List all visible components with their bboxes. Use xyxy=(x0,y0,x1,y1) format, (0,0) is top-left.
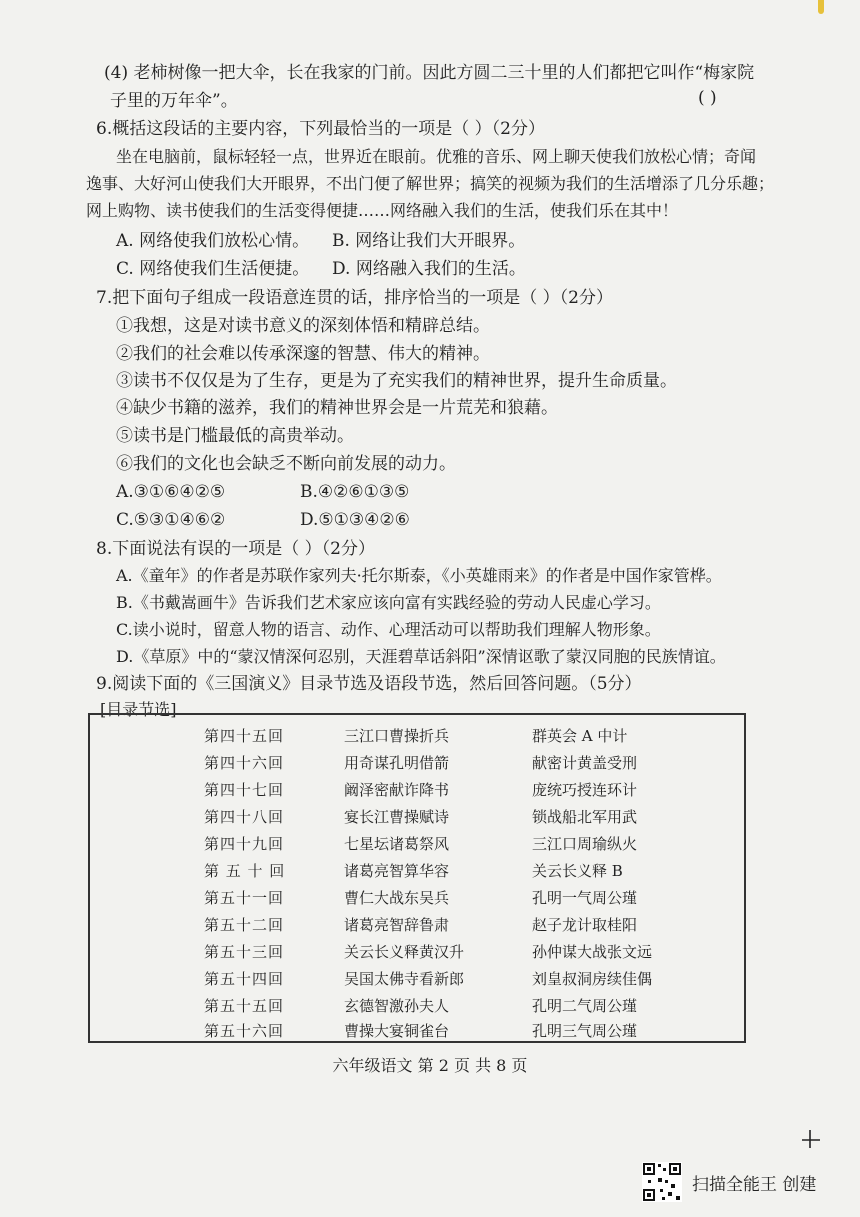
toc-title-second: 三江口周瑜纵火 xyxy=(532,835,638,853)
toc-title-first: 曹仁大战东吴兵 xyxy=(344,889,450,907)
toc-title-first: 宴长江曹操赋诗 xyxy=(344,808,450,826)
toc-row xyxy=(90,941,748,971)
toc-row xyxy=(90,806,748,836)
q6-passage-line: 网上购物、读书使我们的生活变得便捷……网络融入我们的生活，使我们乐在其中！ xyxy=(86,201,679,220)
toc-chapter-number: 第 五 十 回 xyxy=(204,862,286,880)
toc-row xyxy=(90,968,748,998)
toc-title-first: 吴国太佛寺看新郎 xyxy=(344,970,465,988)
page-footer: 六年级语文 第 2 页 共 8 页 xyxy=(332,1056,528,1075)
q6-option-a: A. 网络使我们放松心情。 xyxy=(116,231,310,251)
toc-row xyxy=(90,1020,748,1050)
toc-chapter-number: 第五十一回 xyxy=(204,889,285,907)
toc-title-second: 孔明三气周公瑾 xyxy=(532,1022,638,1040)
toc-row xyxy=(90,914,748,944)
toc-title-second: 刘皇叔洞房续佳偶 xyxy=(532,970,653,988)
toc-title-first: 用奇谋孔明借箭 xyxy=(344,754,450,772)
q7-sentence: ⑤读书是门槛最低的高贵举动。 xyxy=(116,426,354,446)
toc-title-second: 孔明二气周公瑾 xyxy=(532,997,638,1015)
q9-question: 9.阅读下面的《三国演义》目录节选及语段节选，然后回答问题。（5分） xyxy=(96,674,642,694)
toc-chapter-number: 第五十三回 xyxy=(204,943,285,961)
toc-title-second: 献密计黄盖受刑 xyxy=(532,754,638,772)
q5-item4-line1: (4) 老柿树像一把大伞，长在我家的门前。因此方圆二三十里的人们都把它叫作“梅家院 xyxy=(104,63,755,83)
toc-title-second: 关云长义释 B xyxy=(532,862,623,880)
toc-chapter-number: 第四十六回 xyxy=(204,754,285,772)
q7-option-c: C.⑤③①④⑥② xyxy=(116,510,226,530)
toc-title-second: 庞统巧授连环计 xyxy=(532,781,638,799)
toc-title-first: 诸葛亮智辞鲁肃 xyxy=(344,916,450,934)
q7-sentence: ③读书不仅仅是为了生存，更是为了充实我们的精神世界，提升生命质量。 xyxy=(116,371,677,391)
toc-title-second: 孔明一气周公瑾 xyxy=(532,889,638,907)
q7-option-b: B.④②⑥①③⑤ xyxy=(300,482,410,502)
toc-title-first: 曹操大宴铜雀台 xyxy=(344,1022,450,1040)
q7-option-d: D.⑤①③④②⑥ xyxy=(300,510,410,530)
toc-row xyxy=(90,752,748,782)
q6-question: 6.概括这段话的主要内容，下列最恰当的一项是（ ）（2分） xyxy=(96,119,545,139)
q7-option-a: A.③①⑥④②⑤ xyxy=(116,482,226,502)
toc-chapter-number: 第四十八回 xyxy=(204,808,285,826)
toc-title-second: 群英会 A 中计 xyxy=(532,727,628,745)
toc-row xyxy=(90,833,748,863)
q7-question: 7.把下面句子组成一段语意连贯的话，排序恰当的一项是（ ）（2分） xyxy=(96,288,613,308)
crop-mark-icon xyxy=(802,1128,820,1150)
toc-title-first: 七星坛诸葛祭风 xyxy=(344,835,450,853)
q6-passage-line: 坐在电脑前，鼠标轻轻一点，世界近在眼前。优雅的音乐、网上聊天使我们放松心情；奇闻 xyxy=(116,147,757,166)
toc-chapter-number: 第五十六回 xyxy=(204,1022,285,1040)
toc-chapter-number: 第五十五回 xyxy=(204,997,285,1015)
q8-option-b: B.《书戴嵩画牛》告诉我们艺术家应该向富有实践经验的劳动人民虚心学习。 xyxy=(116,593,661,612)
q6-option-c: C. 网络使我们生活便捷。 xyxy=(116,259,310,279)
toc-title-first: 阚泽密献诈降书 xyxy=(344,781,450,799)
toc-chapter-number: 第四十九回 xyxy=(204,835,285,853)
toc-row xyxy=(90,887,748,917)
q8-question: 8.下面说法有误的一项是（ ）（2分） xyxy=(96,539,375,559)
q6-option-d: D. 网络融入我们的生活。 xyxy=(332,259,526,279)
q8-option-a: A.《童年》的作者是苏联作家列夫·托尔斯泰，《小英雄雨来》的作者是中国作家管桦。 xyxy=(116,566,722,585)
toc-chapter-number: 第五十二回 xyxy=(204,916,285,934)
toc-title-second: 孙仲谋大战张文远 xyxy=(532,943,653,961)
toc-row xyxy=(90,860,748,890)
q7-sentence: ⑥我们的文化也会缺乏不断向前发展的动力。 xyxy=(116,454,456,474)
toc-title-first: 关云长义释黄汉升 xyxy=(344,943,465,961)
q6-passage-line: 逸事、大好河山使我们大开眼界，不出门便了解世界；搞笑的视频为我们的生活增添了几分乐趣； xyxy=(86,174,775,193)
toc-row xyxy=(90,725,748,755)
q8-option-d: D.《草原》中的“蒙汉情深何忍别，天涯碧草话斜阳”深情讴歌了蒙汉同胞的民族情谊。 xyxy=(116,647,726,666)
toc-title-first: 玄德智激孙夫人 xyxy=(344,997,450,1015)
toc-title-first: 三江口曹操折兵 xyxy=(344,727,450,745)
q8-option-c: C.读小说时，留意人物的语言、动作、心理活动可以帮助我们理解人物形象。 xyxy=(116,620,661,639)
q6-option-b: B. 网络让我们大开眼界。 xyxy=(332,231,526,251)
toc-title-second: 赵子龙计取桂阳 xyxy=(532,916,638,934)
toc-chapter-number: 第四十五回 xyxy=(204,727,285,745)
toc-title-second: 锁战船北军用武 xyxy=(532,808,638,826)
corner-tab xyxy=(818,0,824,14)
scanner-badge-text: 扫描全能王 创建 xyxy=(692,1175,817,1195)
q7-sentence: ①我想，这是对读书意义的深刻体悟和精辟总结。 xyxy=(116,316,490,336)
q5-item4-answer-paren[interactable]: ( ) xyxy=(698,88,717,108)
toc-title-first: 诸葛亮智算华容 xyxy=(344,862,450,880)
toc-label: [目录节选] xyxy=(100,700,177,719)
q5-item4-line2: 子里的万年伞”。 xyxy=(110,91,238,111)
toc-row xyxy=(90,779,748,809)
q7-sentence: ②我们的社会难以传承深邃的智慧、伟大的精神。 xyxy=(116,344,490,364)
toc-box xyxy=(88,713,746,1043)
toc-chapter-number: 第四十七回 xyxy=(204,781,285,799)
toc-chapter-number: 第五十四回 xyxy=(204,970,285,988)
qr-code-icon xyxy=(642,1162,682,1202)
q7-sentence: ④缺少书籍的滋养，我们的精神世界会是一片荒芜和狼藉。 xyxy=(116,398,558,418)
